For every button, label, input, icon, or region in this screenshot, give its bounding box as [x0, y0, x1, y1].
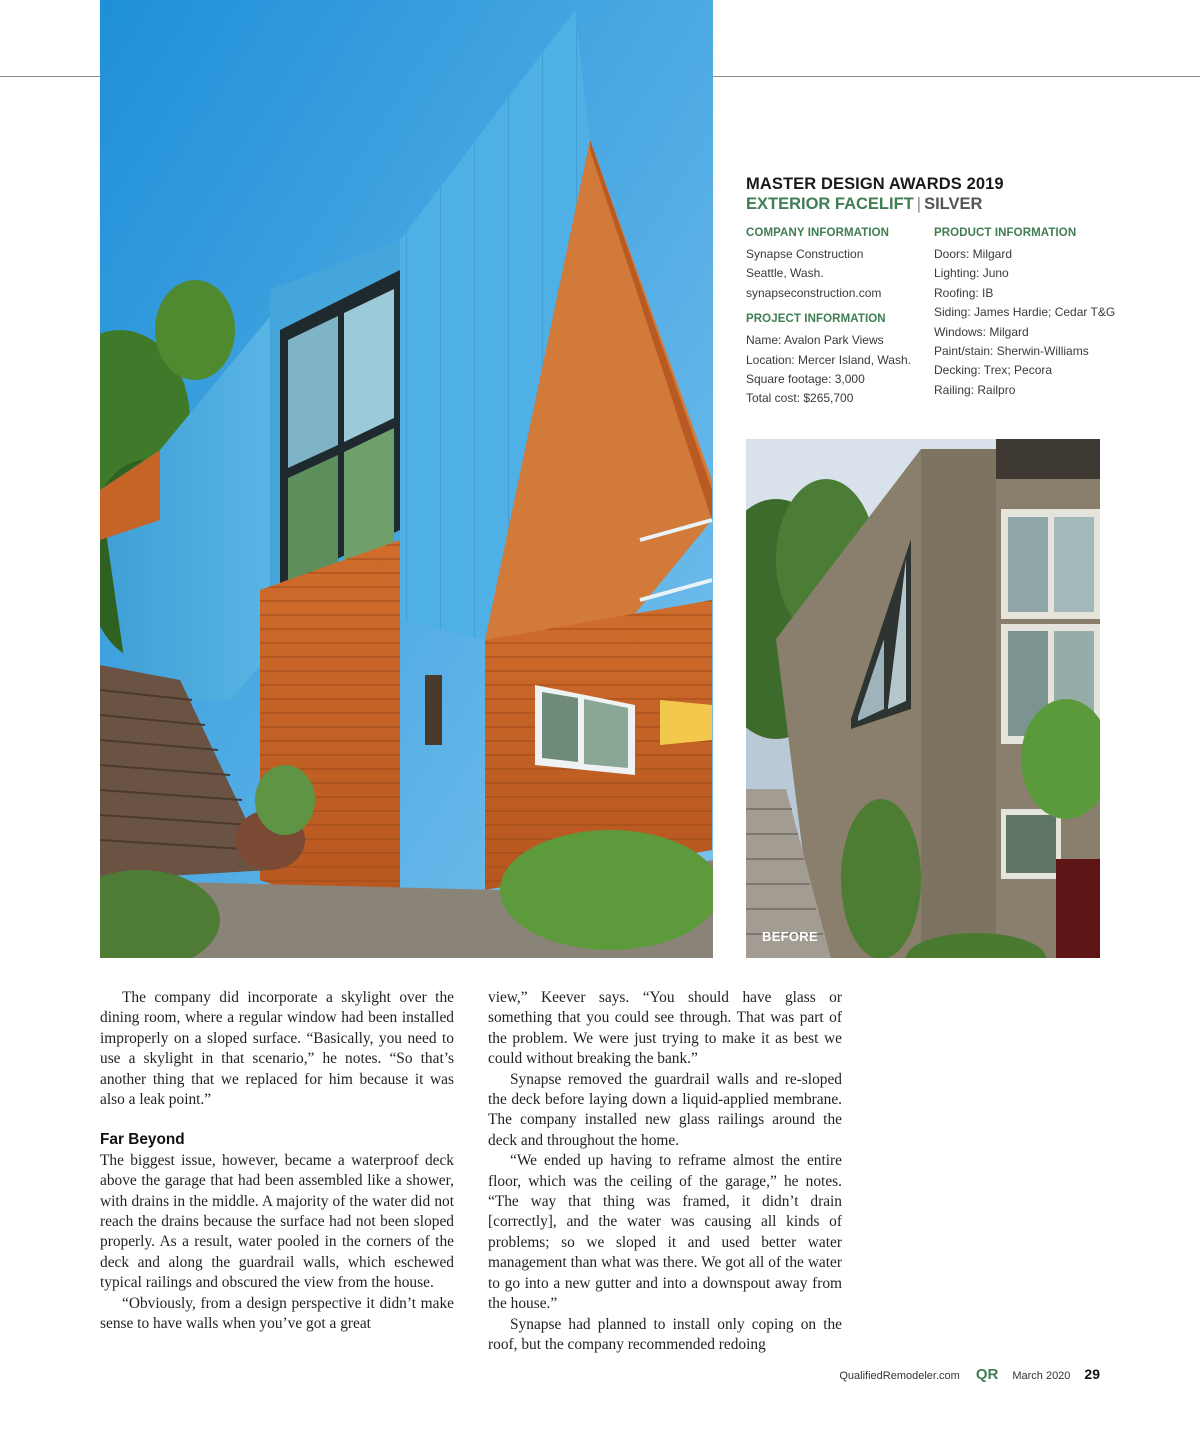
product-lighting: Lighting: Juno	[934, 266, 1009, 281]
project-square-footage: Square footage: 3,000	[746, 372, 865, 387]
article-paragraph: The company did incorporate a skylight over the dining room, where a regular window had been installed improperly on a sloped surface. “Basically, you need to use a skylight in that scenario,” he notes. “So that’s another thing that we replaced for him because it was also a leak point.”	[100, 989, 454, 1109]
product-siding: Siding: James Hardie; Cedar T&G	[934, 305, 1116, 320]
article-column-1	[100, 988, 454, 1335]
main-house-photo	[100, 0, 713, 958]
award-title: MASTER DESIGN AWARDS 2019	[746, 175, 1004, 193]
company-website: synapseconstruction.com	[746, 285, 882, 300]
page-number: 29	[1084, 1366, 1100, 1382]
article-paragraph: Synapse removed the guardrail walls and re-sloped the deck before laying down a liquid-applied membrane. The company installed new glass railings around the deck and throughout the home.	[488, 1070, 842, 1149]
award-separator: |	[916, 195, 922, 213]
article-column-2	[488, 988, 842, 1355]
article-paragraph: “Obviously, from a design perspective it didn’t make sense to have walls when you’ve got a great	[100, 1294, 454, 1333]
award-category: EXTERIOR FACELIFT	[746, 195, 914, 213]
product-windows: Windows: Milgard	[934, 324, 1029, 339]
article-paragraph: view,” Keever says. “You should have glass or something that you could see through. That was part of the problem. We were just trying to make it as best we could without breaking the bank.”	[488, 989, 842, 1068]
article-paragraph: Synapse had planned to install only coping on the roof, but the company recommended redoing	[488, 1315, 842, 1353]
company-info-heading: COMPANY INFORMATION	[746, 227, 890, 239]
project-name: Name: Avalon Park Views	[746, 333, 884, 348]
before-label: BEFORE	[762, 929, 818, 944]
info-column-right	[934, 226, 1114, 400]
project-total-cost: Total cost: $265,700	[746, 391, 854, 406]
top-rule-left	[0, 76, 100, 77]
page-footer	[839, 1366, 1100, 1383]
qr-logo: QR	[975, 1366, 999, 1383]
footer-website: QualifiedRemodeler.com	[839, 1370, 960, 1382]
project-location: Location: Mercer Island, Wash.	[746, 352, 911, 367]
info-column-left	[746, 226, 926, 409]
company-name: Synapse Construction	[746, 247, 864, 261]
product-paint-stain: Paint/stain: Sherwin-Williams	[934, 344, 1089, 359]
award-category-line	[746, 194, 1106, 214]
product-decking: Decking: Trex; Pecora	[934, 363, 1053, 378]
article-paragraph: The biggest issue, however, became a waterproof deck above the garage that had been assembled like a shower, with drains in the middle. A majority of the water did not reach the drains because the surface had not been sloped properly. As a result, water pooled in the corners of the deck and along the guardrail walls, which eschewed typical railings and obscured the view from the house.	[100, 1151, 454, 1292]
award-level: SILVER	[924, 195, 983, 213]
footer-issue-date: March 2020	[1012, 1370, 1071, 1382]
top-rule-right	[713, 76, 1200, 77]
product-roofing: Roofing: IB	[934, 285, 994, 300]
article-paragraph: “We ended up having to reframe almost the entire floor, which was the ceiling of the garage,” he notes. “The way that thing was framed, it didn’t drain [correctly], and the water was causing all kinds of problems; so we sloped it and used better water management than what was there. We got all of the water to go into a new gutter and into a downspout away from the house.”	[488, 1152, 842, 1313]
project-info-heading: PROJECT INFORMATION	[746, 313, 886, 326]
article-subhead: Far Beyond	[100, 1131, 185, 1149]
before-house-photo	[746, 439, 1100, 958]
product-info-heading: PRODUCT INFORMATION	[934, 227, 1077, 239]
product-doors: Doors: Milgard	[934, 247, 1013, 261]
product-railing: Railing: Railpro	[934, 382, 1016, 397]
company-location: Seattle, Wash.	[746, 266, 824, 281]
